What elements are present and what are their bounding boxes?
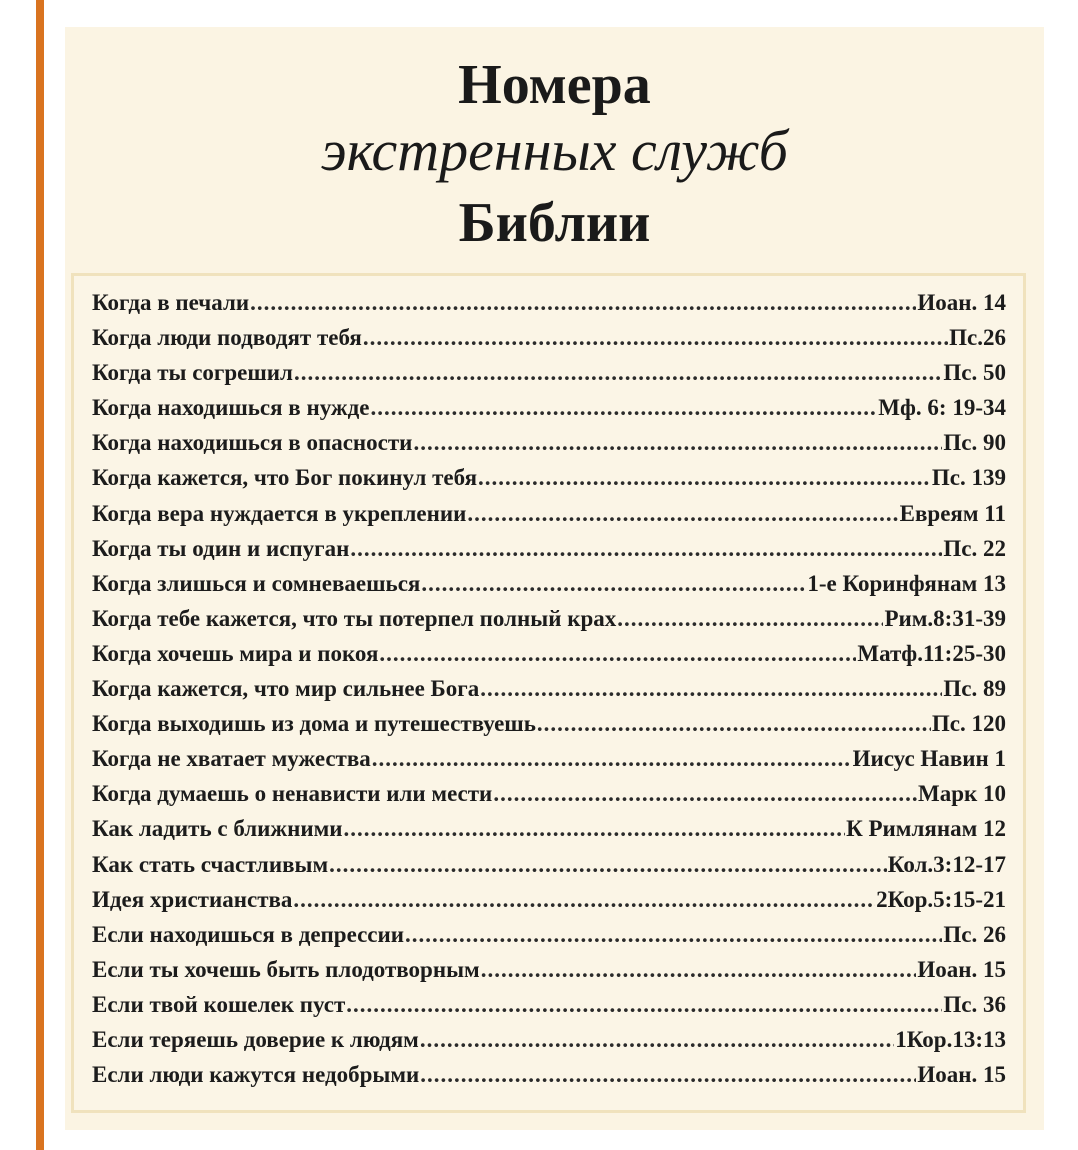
list-item: [92, 465, 1006, 500]
leader-dots: [329, 852, 887, 878]
entry-label: Когда кажется, что Бог покинул тебя: [92, 465, 478, 491]
list-item: [92, 852, 1006, 887]
entry-label: Когда злишься и сомневаешься: [92, 570, 421, 596]
list-item: [92, 992, 1006, 1027]
leader-dots: [480, 676, 942, 702]
list-item: [92, 290, 1006, 325]
list-item: [92, 501, 1006, 536]
entry-reference: 2Кор.5:15-21: [876, 886, 1006, 912]
title-line-3: Библии: [458, 192, 651, 254]
list-item: [92, 887, 1006, 922]
leader-dots: [420, 1027, 894, 1053]
list-item: [92, 571, 1006, 606]
entry-reference: Марк 10: [917, 781, 1006, 807]
list-item: [92, 1062, 1006, 1097]
entry-label: Когда думаешь о ненависти или мести: [92, 781, 493, 807]
list-item: [92, 395, 1006, 430]
list-item: [92, 746, 1006, 781]
entry-label: Когда кажется, что мир сильнее Бога: [92, 676, 480, 702]
entry-reference: Пс. 89: [943, 676, 1006, 702]
leader-dots: [344, 816, 846, 842]
entry-label: Если находишься в депрессии: [92, 921, 405, 947]
entry-reference: Матф.11:25-30: [857, 640, 1006, 666]
leader-dots: [405, 922, 942, 948]
list-item: [92, 1027, 1006, 1062]
entry-reference: Пс. 90: [943, 430, 1006, 456]
leader-dots: [421, 571, 806, 597]
leader-dots: [250, 290, 916, 316]
entry-reference: Евреям 11: [899, 500, 1006, 526]
entry-reference: Пс. 26: [943, 921, 1006, 947]
leader-dots: [420, 1062, 916, 1088]
entry-reference: Пс. 36: [943, 991, 1006, 1017]
entry-reference: Пс. 22: [943, 535, 1006, 561]
leader-dots: [493, 781, 917, 807]
entry-reference: Рим.8:31-39: [884, 605, 1006, 631]
title-line-2: экстренных служб: [321, 118, 788, 183]
entry-reference: Иоан. 15: [917, 956, 1006, 982]
leader-dots: [537, 711, 931, 737]
entry-reference: К Римлянам 12: [846, 816, 1006, 842]
entry-label: Когда ты один и испуган: [92, 535, 350, 561]
entry-label: Если ты хочешь быть плодотворным: [92, 956, 480, 982]
list-item: [92, 606, 1006, 641]
entry-reference: Пс. 120: [931, 711, 1006, 737]
leader-dots: [481, 957, 917, 983]
list-item: [92, 957, 1006, 992]
entry-label: Как ладить с ближними: [92, 816, 343, 842]
entry-reference: Иоан. 15: [917, 1062, 1006, 1088]
leader-dots: [617, 606, 883, 632]
title-line-1: Номера: [458, 54, 651, 116]
entry-label: Когда находишься в нужде: [92, 395, 370, 421]
list-item: [92, 711, 1006, 746]
leader-dots: [467, 501, 898, 527]
entry-reference: Иоан. 14: [917, 290, 1006, 315]
list-item: [92, 641, 1006, 676]
list-item: [92, 676, 1006, 711]
entry-label: Когда находишься в опасности: [92, 430, 413, 456]
leader-dots: [372, 746, 852, 772]
entry-label: Если твой кошелек пуст: [92, 991, 346, 1017]
document-card: [65, 27, 1044, 1130]
leader-dots: [370, 395, 877, 421]
reference-list: [92, 290, 1006, 1097]
accent-bar: [36, 0, 44, 1150]
leader-dots: [346, 992, 942, 1018]
entry-label: Когда тебе кажется, что ты потерпел полный крах: [92, 605, 617, 631]
entry-label: Идея христианства: [92, 886, 293, 912]
entry-label: Когда люди подводят тебя: [92, 325, 362, 351]
reference-list-box: [71, 273, 1026, 1113]
entry-label: Когда в печали: [92, 290, 250, 315]
entry-reference: 1-е Коринфянам 13: [807, 570, 1006, 596]
entry-label: Когда не хватает мужества: [92, 746, 371, 772]
entry-label: Когда вера нуждается в укреплении: [92, 500, 467, 526]
list-item: [92, 781, 1006, 816]
entry-reference: Иисус Навин 1: [852, 746, 1006, 772]
leader-dots: [478, 465, 931, 491]
leader-dots: [413, 430, 942, 456]
list-item: [92, 922, 1006, 957]
entry-label: Когда ты согрешил: [92, 360, 293, 386]
leader-dots: [363, 325, 948, 351]
entry-label: Когда хочешь мира и покоя: [92, 640, 379, 666]
entry-reference: Кол.3:12-17: [887, 851, 1006, 877]
list-item: [92, 325, 1006, 360]
entry-label: Если люди кажутся недобрыми: [92, 1062, 420, 1088]
entry-reference: Пс. 139: [931, 465, 1006, 491]
entry-reference: Пс.26: [949, 325, 1006, 351]
list-item: [92, 430, 1006, 465]
entry-label: Если теряешь доверие к людям: [92, 1026, 419, 1052]
entry-label: Когда выходишь из дома и путешествуешь: [92, 711, 536, 737]
list-item: [92, 360, 1006, 395]
list-item: [92, 816, 1006, 851]
entry-reference: Мф. 6: 19-34: [878, 395, 1006, 421]
entry-reference: Пс. 50: [943, 360, 1006, 386]
entry-label: Как стать счастливым: [92, 851, 329, 877]
leader-dots: [350, 536, 942, 562]
leader-dots: [293, 887, 875, 913]
entry-reference: 1Кор.13:13: [895, 1026, 1006, 1052]
leader-dots: [294, 360, 942, 386]
leader-dots: [379, 641, 856, 667]
list-item: [92, 536, 1006, 571]
